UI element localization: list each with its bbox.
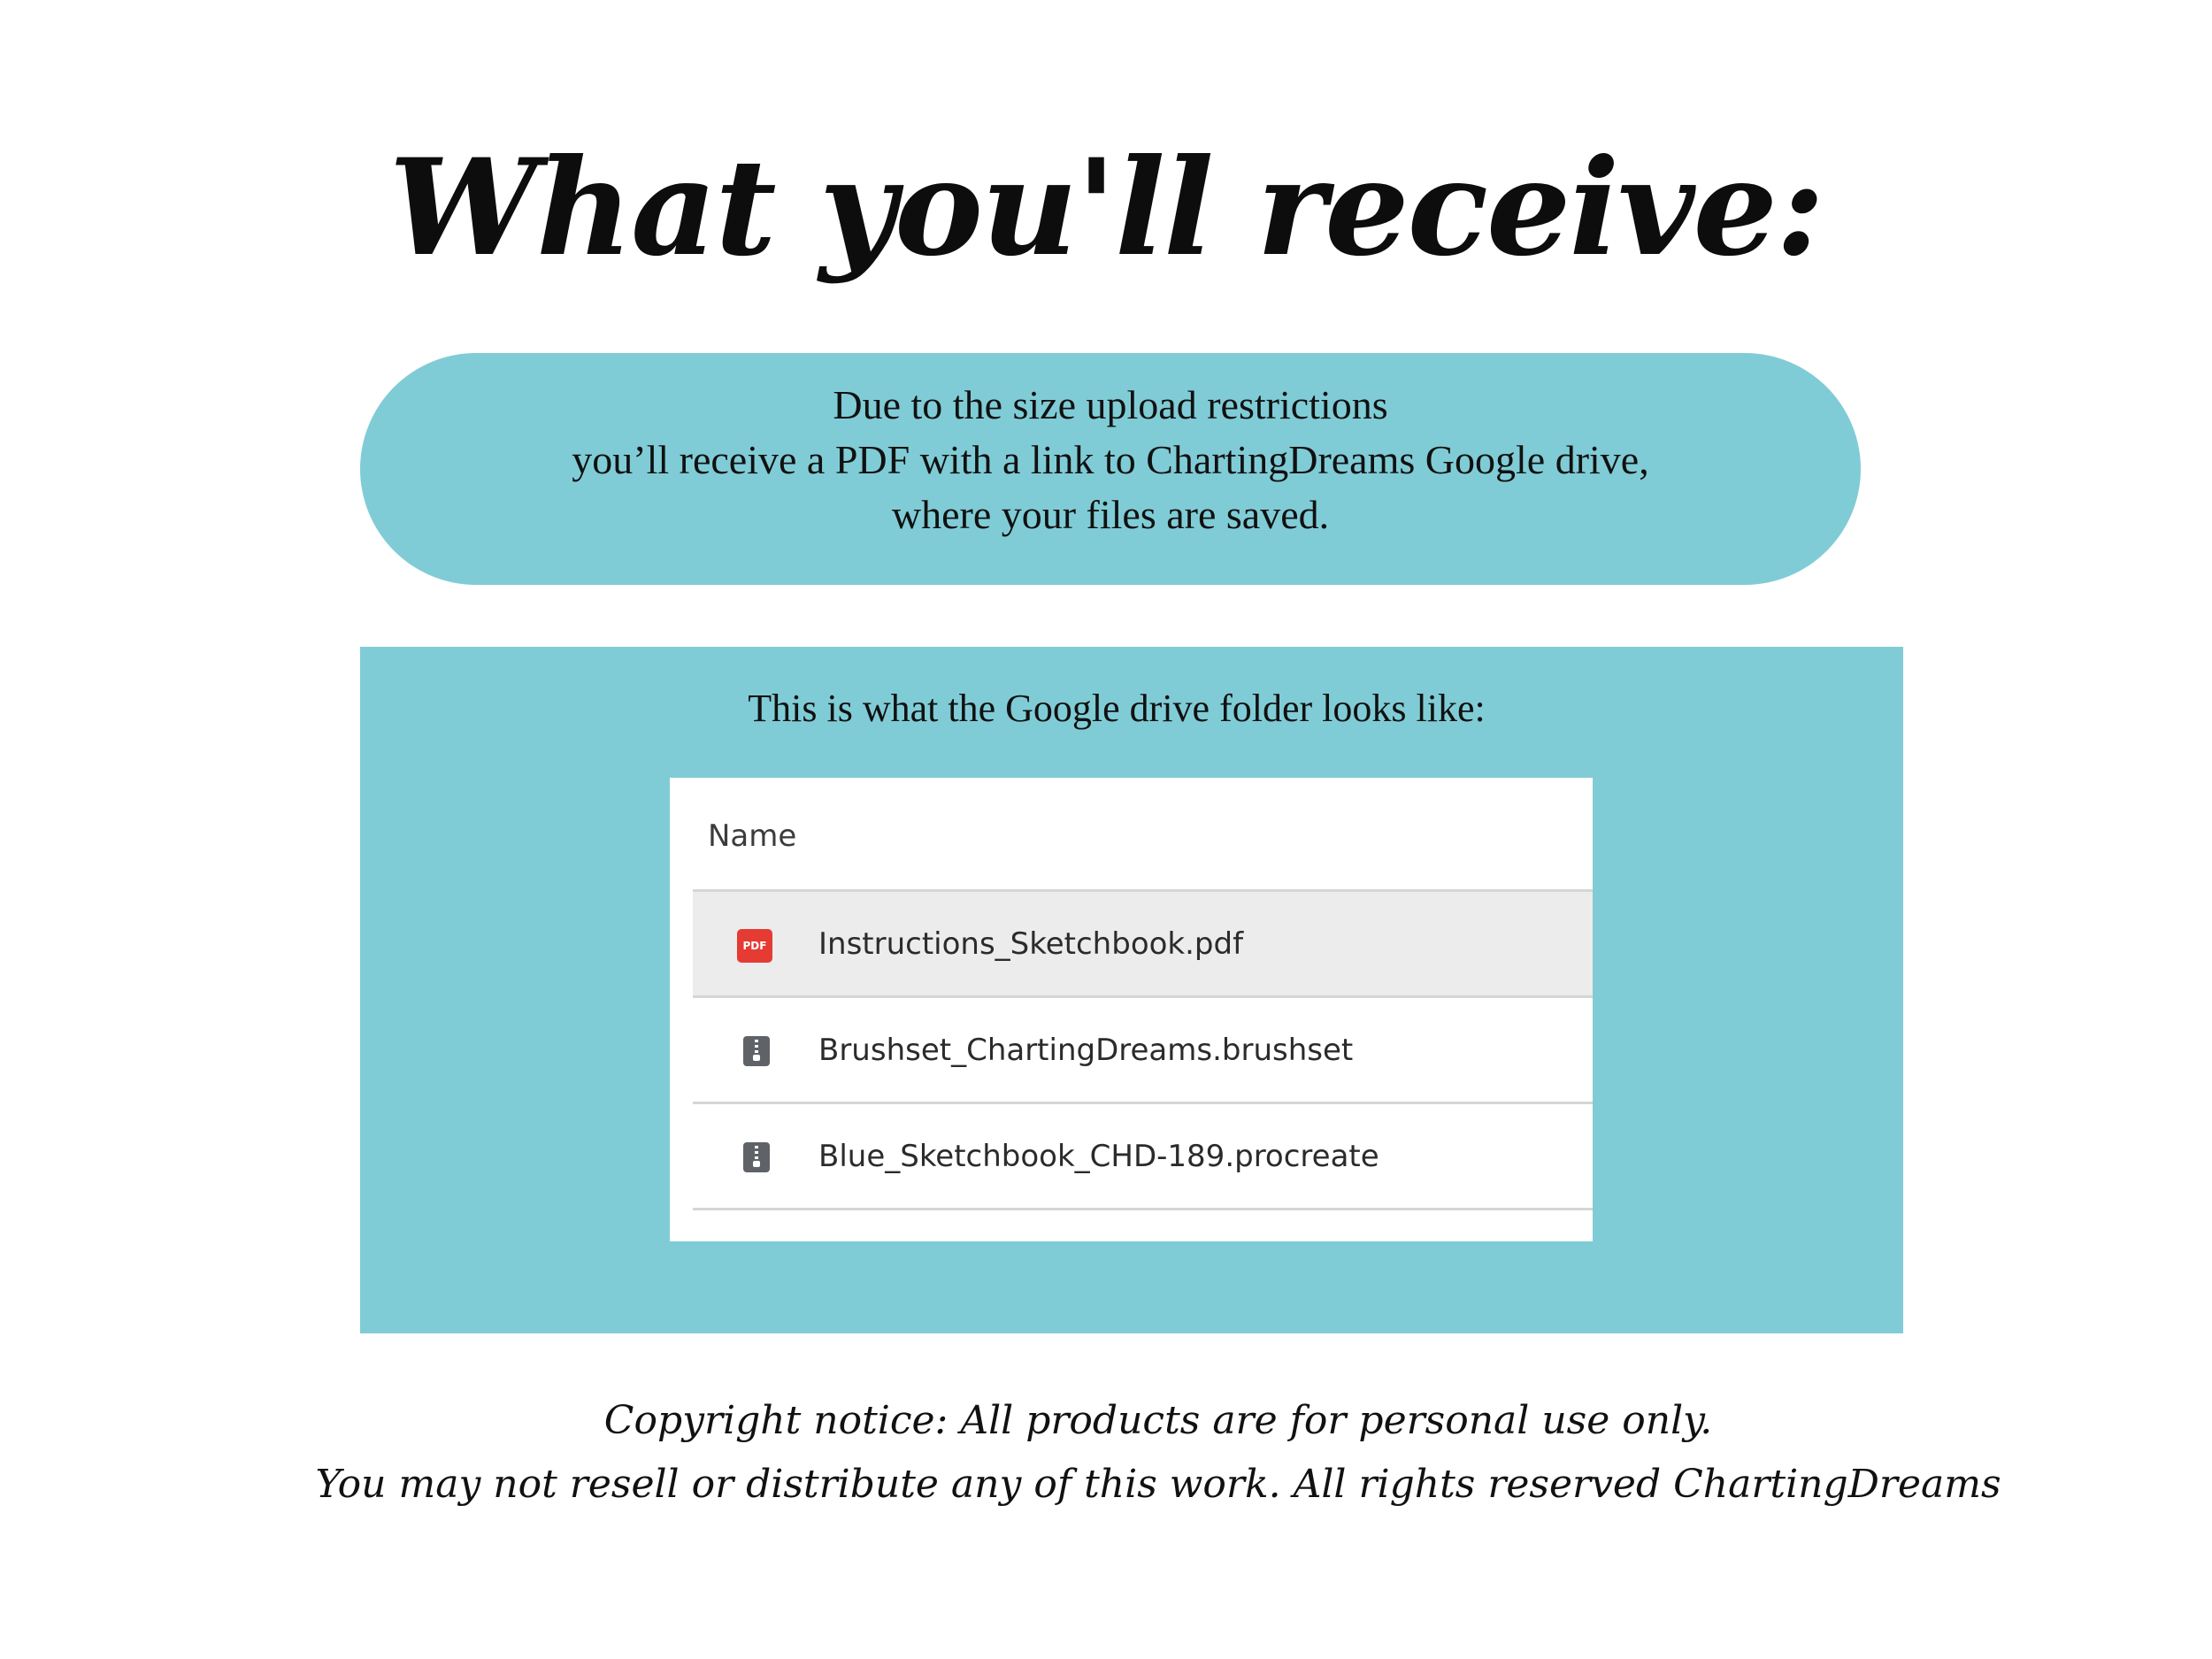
- name-column-header[interactable]: Name: [708, 818, 797, 854]
- page-title: What you'll receive:: [388, 130, 1824, 286]
- upload-notice-line: you’ll receive a PDF with a link to ChartingDreams Google drive,: [572, 437, 1649, 482]
- file-row-instructions[interactable]: [693, 889, 1593, 995]
- file-row-sketchbook[interactable]: [693, 1102, 1593, 1210]
- copyright-line: You may not resell or distribute any of this work. All rights reserved ChartingDreams: [315, 1462, 2001, 1507]
- copyright-line: Copyright notice: All products are for personal use only.: [603, 1398, 1713, 1443]
- drive-file-list: [670, 778, 1593, 1241]
- upload-notice-line: where your files are saved.: [891, 492, 1330, 537]
- drive-folder-caption: This is what the Google drive folder looks like:: [748, 687, 1486, 730]
- zip-file-icon: [743, 1036, 770, 1066]
- file-row-brushset[interactable]: [693, 995, 1593, 1102]
- pdf-file-icon: PDF: [737, 929, 772, 963]
- upload-notice-line: Due to the size upload restrictions: [833, 382, 1388, 427]
- drive-folder-panel: [360, 647, 1903, 1333]
- file-name[interactable]: Instructions_Sketchbook.pdf: [818, 926, 1244, 962]
- file-name[interactable]: Blue_Sketchbook_CHD-189.procreate: [818, 1139, 1379, 1174]
- copyright-notice: [0, 1389, 2212, 1517]
- upload-notice-text: [360, 378, 1861, 542]
- upload-notice-banner: [360, 353, 1861, 585]
- zip-file-icon: [743, 1142, 770, 1172]
- file-name[interactable]: Brushset_ChartingDreams.brushset: [818, 1033, 1354, 1068]
